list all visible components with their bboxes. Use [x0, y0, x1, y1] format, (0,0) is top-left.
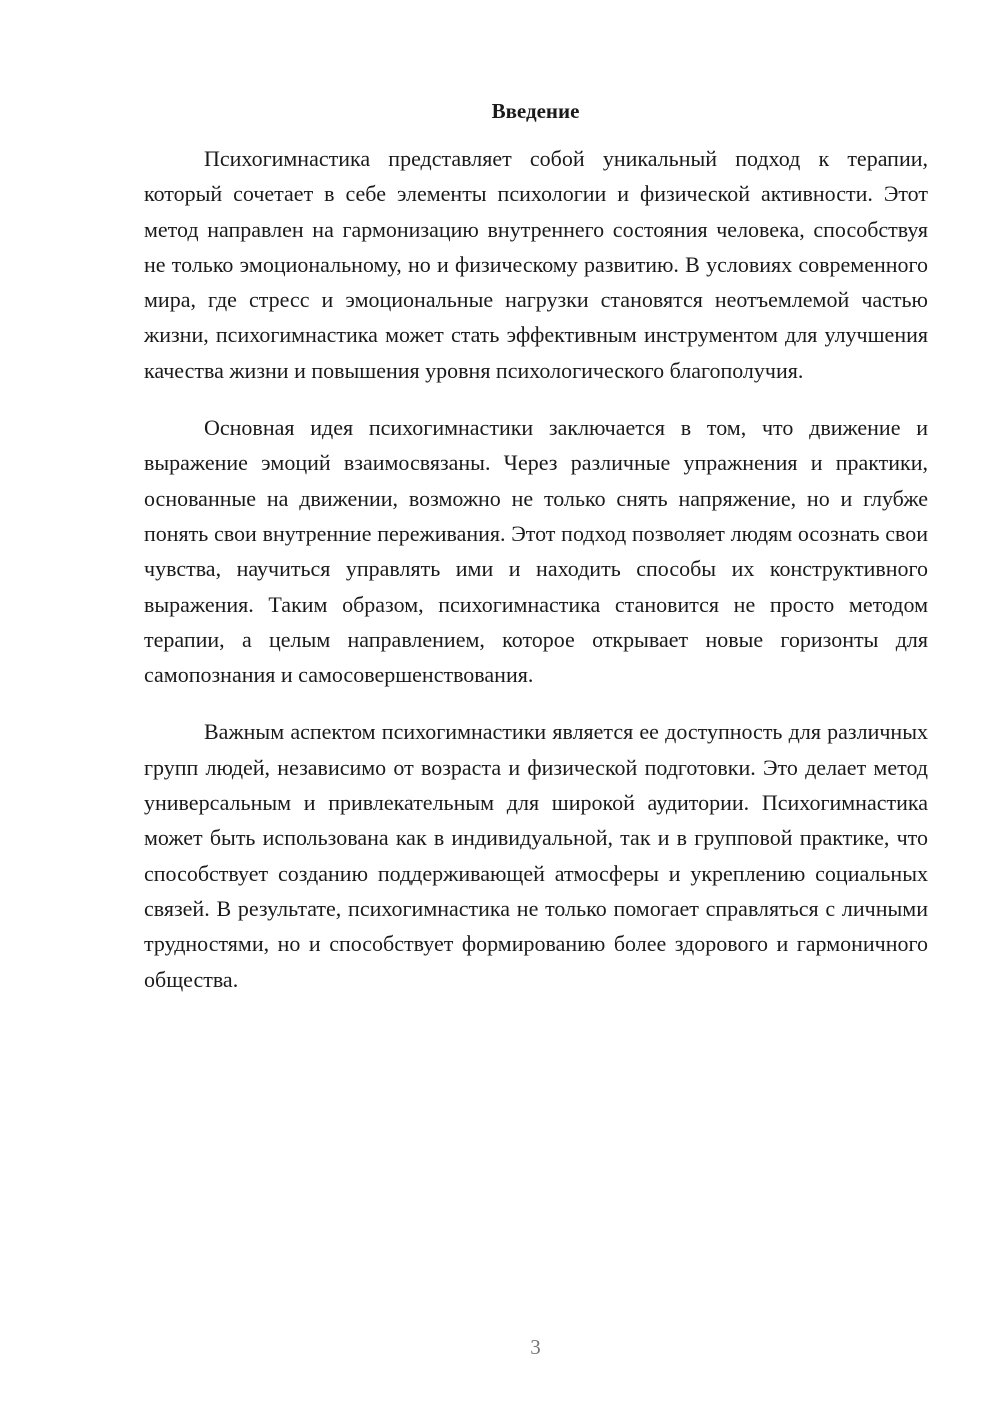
- body-text: [144, 141, 928, 1019]
- paragraph: Важным аспектом психогимнастики является ее доступность для различных групп людей, независимо от возраста и физической подготовки. Это делает метод универсальным и привлекательным для широкой аудитории. Психогимнастика может быть использована как в индивидуальной, так и в групповой практике, что способствует созданию поддерживающей атмосферы и укреплению социальных связей. В результате, психогимнастика не только помогает справляться с личными трудностями, но и способствует формированию более здорового и гармоничного общества.: [144, 719, 928, 992]
- paragraph: Психогимнастика представляет собой уникальный подход к терапии, который сочетает в себе элементы психологии и физической активности. Этот метод направлен на гармонизацию внутреннего состояния человека, способствуя не только эмоциональному, но и физическому развитию. В условиях современного мира, где стресс и эмоциональные нагрузки становятся неотъемлемой частью жизни, психогимнастика может стать эффективным инструментом для улучшения качества жизни и повышения уровня психологического благополучия.: [144, 146, 928, 383]
- paragraph: Основная идея психогимнастики заключается в том, что движение и выражение эмоций взаимосвязаны. Через различные упражнения и практики, основанные на движении, возможно не только снять напряжение, но и глубже понять свои внутренние переживания. Этот подход позволяет людям осознать свои чувства, научиться управлять ими и находить способы их конструктивного выражения. Таким образом, психогимнастика становится не просто методом терапии, а целым направлением, которое открывает новые горизонты для самопознания и самосовершенствования.: [144, 415, 928, 688]
- page-number: 3: [530, 1335, 541, 1359]
- section-title: Введение: [491, 99, 580, 123]
